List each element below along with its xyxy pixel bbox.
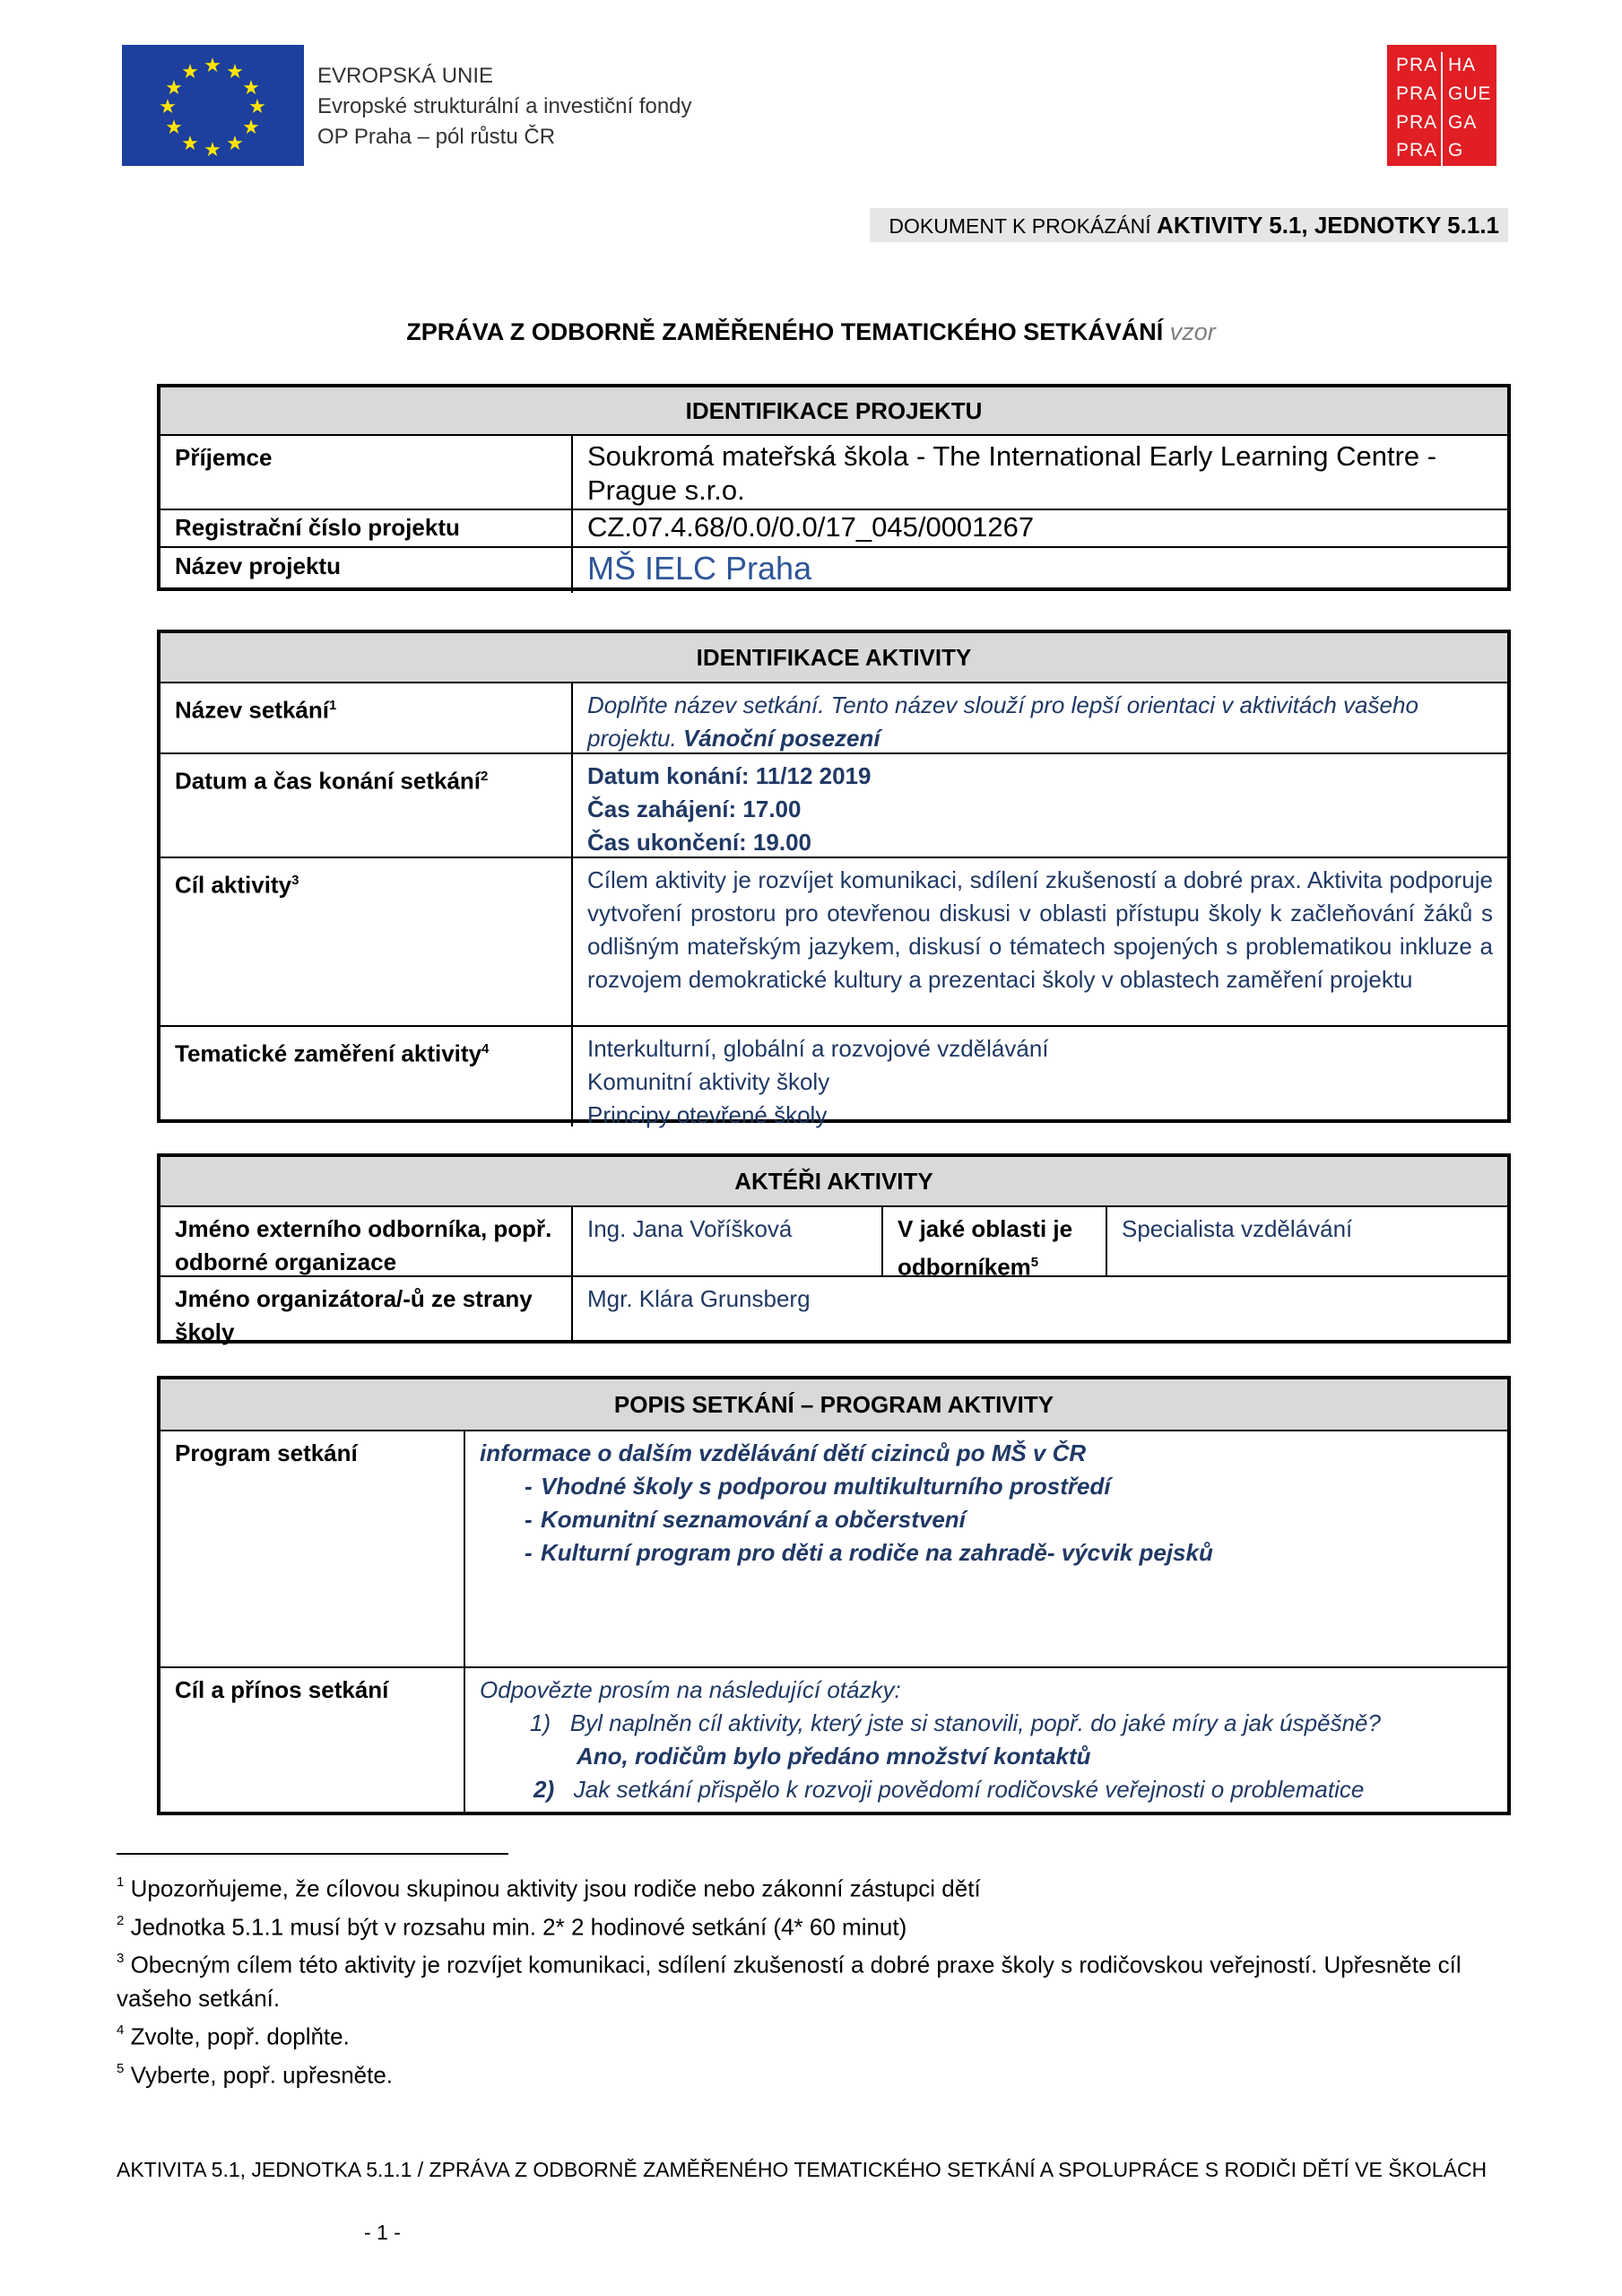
program-table <box>157 1376 1511 1815</box>
datetime-value <box>573 754 1507 857</box>
svg-text:★: ★ <box>226 61 244 83</box>
list-item: - Komunitní seznamování a občerstvení <box>525 1506 966 1533</box>
organizer-label: Jméno organizátora/-ů ze strany školy <box>160 1277 573 1344</box>
document-reference-prefix: DOKUMENT K PROKÁZÁNÍ <box>889 214 1151 238</box>
page-footer: AKTIVITA 5.1, JEDNOTKA 5.1.1 / ZPRÁVA Z ODBORNĚ ZAMĚŘENÉHO TEMATICKÉHO SETKÁNÍ A SPOLUPRÁCE S RODIČI DĚTÍ VE ŠKOLÁCH <box>117 2158 1488 2181</box>
benefit-label: Cíl a přínos setkání <box>160 1668 465 1815</box>
eu-stars-icon <box>122 45 304 166</box>
page-title <box>0 318 1622 346</box>
eu-caption-line3: OP Praha – pól růstu ČR <box>317 125 556 149</box>
date-value: Datum konání: 11/12 2019 <box>587 762 872 789</box>
table-row <box>160 510 1507 548</box>
svg-text:★: ★ <box>248 96 266 118</box>
table-row <box>160 858 1507 1027</box>
praha-logo <box>1387 45 1496 166</box>
praha-logo-text: PRA <box>1396 137 1443 166</box>
footnote-divider <box>117 1853 508 1855</box>
praha-logo-text: PRA <box>1396 81 1443 109</box>
question-2: 2) Jak setkání přispělo k rozvoji povědomí rodičovské veřejnosti o problematice <box>533 1776 1365 1803</box>
project-name-label: Název projektu <box>160 548 573 593</box>
meeting-name-label: Název setkání$^1$ <box>160 683 573 752</box>
list-item: Komunitní aktivity školy <box>587 1068 830 1095</box>
expert-value: Ing. Jana Voříšková <box>573 1207 883 1275</box>
question-1: 1) Byl naplněn cíl aktivity, který jste si stanovili, popř. do jaké míry a jak úspěšně? <box>530 1709 1381 1736</box>
footnote: $^4$ Zvolte, popř. doplňte. <box>117 2022 350 2050</box>
table-row <box>160 683 1507 754</box>
activity-identification-table <box>157 630 1511 1128</box>
recipient-label: Příjemce <box>160 436 573 509</box>
program-table-heading: POPIS SETKÁNÍ – PROGRAM AKTIVITY <box>160 1379 1507 1431</box>
program-value <box>465 1431 1507 1666</box>
focus-label: Tematické zaměření aktivity$^4$ <box>160 1027 573 1126</box>
document-reference-bold: AKTIVITY 5.1, JEDNOTKY 5.1.1 <box>1157 212 1499 239</box>
svg-text:★: ★ <box>204 139 221 161</box>
page-title-suffix: vzor <box>1169 318 1216 345</box>
eu-caption-line1: EVROPSKÁ UNIE <box>317 64 494 88</box>
svg-text:★: ★ <box>181 133 199 155</box>
footnote: $^5$ Vyberte, popř. upřesněte. <box>117 2060 394 2089</box>
expert-label: Jméno externího odborníka, popř. odborné organizace <box>160 1207 573 1275</box>
praha-logo-text: HA <box>1448 55 1477 75</box>
start-time-value: Čas zahájení: 17.00 <box>587 796 802 822</box>
goal-value: Cílem aktivity je rozvíjet komunikaci, sdílení zkušeností a dobré prax. Aktivita podporuje vytvoření prostoru pro otevřenou diskusi v oblasti přístupu školy k začleňování žáků s odlišným mateřským jazykem, diskusí o tématech spojených s problematikou inkluze a rozvojem demokratické kultury a prezentaci školy v oblastech zaměření projektu <box>587 866 1493 993</box>
table-row <box>160 1431 1507 1668</box>
praha-logo-text: PRA <box>1396 52 1443 81</box>
recipient-value: Soukromá mateřská škola - The International Early Learning Centre - Prague s.r.o. <box>587 440 1437 506</box>
praha-logo-text: G <box>1448 140 1464 161</box>
svg-text:★: ★ <box>242 77 260 100</box>
program-label: Program setkání <box>160 1431 465 1666</box>
svg-text:★: ★ <box>242 117 260 139</box>
footnote: $^1$ Upozorňujeme, že cílovou skupinou aktivity jsou rodiče nebo zákonní zástupci dětí <box>117 1874 981 1902</box>
actors-table <box>157 1153 1511 1344</box>
area-value: Specialista vzdělávání <box>1122 1215 1353 1242</box>
table-row <box>160 1027 1507 1126</box>
list-item: - Kulturní program pro děti a rodiče na zahradě- výcvik pejsků <box>525 1539 1213 1566</box>
eu-caption-line2: Evropské strukturální a investiční fondy <box>317 94 692 118</box>
eu-flag-logo <box>122 45 304 166</box>
benefit-value <box>465 1668 1507 1815</box>
list-item: Principy otevřené školy <box>587 1101 828 1128</box>
table-row <box>160 436 1507 510</box>
goal-label: Cíl aktivity$^3$ <box>160 858 573 1025</box>
project-table-heading: IDENTIFIKACE PROJEKTU <box>160 387 1507 436</box>
footnotes <box>117 1867 1515 2092</box>
end-time-value: Čas ukončení: 19.00 <box>587 829 811 856</box>
datetime-label: Datum a čas konání setkání$^2$ <box>160 754 573 857</box>
praha-logo-text: GUE <box>1448 83 1492 104</box>
answer-1: Ano, rodičům bylo předáno množství kontaktů <box>577 1743 1091 1770</box>
program-intro: informace o dalším vzdělávání dětí cizinců po MŠ v ČR <box>480 1439 1087 1466</box>
praha-logo-text: GA <box>1448 111 1478 133</box>
document-reference <box>870 208 1508 242</box>
activity-table-heading: IDENTIFIKACE AKTIVITY <box>160 633 1507 683</box>
organizer-value: Mgr. Klára Grunsberg <box>587 1285 811 1312</box>
actors-table-heading: AKTÉŘI AKTIVITY <box>160 1157 1507 1207</box>
page-title-main: ZPRÁVA Z ODBORNĚ ZAMĚŘENÉHO TEMATICKÉHO SETKÁVÁNÍ <box>406 318 1164 345</box>
focus-value <box>573 1027 1507 1126</box>
footnote: $^3$ Obecným cílem této aktivity je rozvíjet komunikaci, sdílení zkušeností a dobré praxe školy s rodičovskou veřejností. Upřesněte cíl vašeho setkání. <box>117 1951 1462 2012</box>
table-row <box>160 1668 1507 1815</box>
benefit-intro: Odpovězte prosím na následující otázky: <box>480 1676 901 1703</box>
meeting-name-value <box>573 683 1507 752</box>
svg-text:★: ★ <box>204 55 221 77</box>
svg-text:★: ★ <box>165 117 183 139</box>
table-row <box>160 1207 1507 1281</box>
list-item: - Vhodné školy s podporou multikulturního prostředí <box>525 1473 1111 1500</box>
svg-text:★: ★ <box>181 61 199 83</box>
area-label: V jaké oblasti je odborníkem$^5$ <box>883 1207 1107 1275</box>
list-item: Interkulturní, globální a rozvojové vzdělávání <box>587 1035 1049 1062</box>
table-row <box>160 1277 1507 1344</box>
meeting-name-text: Vánoční posezení <box>682 725 880 752</box>
eu-caption <box>317 61 692 152</box>
svg-text:★: ★ <box>226 133 244 155</box>
footnote: $^2$ Jednotka 5.1.1 musí být v rozsahu min. 2* 2 hodinové setkání (4* 60 minut) <box>117 1912 907 1941</box>
project-name-value: MŠ IELC Praha <box>587 550 812 587</box>
table-row <box>160 548 1507 593</box>
praha-logo-text: PRA <box>1396 109 1443 138</box>
page-number: - 1 - <box>364 2221 401 2244</box>
svg-text:★: ★ <box>165 77 183 100</box>
table-row <box>160 754 1507 858</box>
svg-text:★: ★ <box>159 96 177 118</box>
reg-number-value: CZ.07.4.68/0.0/0.0/17_045/0001267 <box>587 511 1035 543</box>
meeting-name-hint: Doplňte název setkání. Tento název slouží pro lepší orientaci v aktivitách vašeho projektu. <box>587 691 1418 752</box>
project-identification-table <box>157 384 1511 591</box>
reg-number-label: Registrační číslo projektu <box>160 510 573 546</box>
